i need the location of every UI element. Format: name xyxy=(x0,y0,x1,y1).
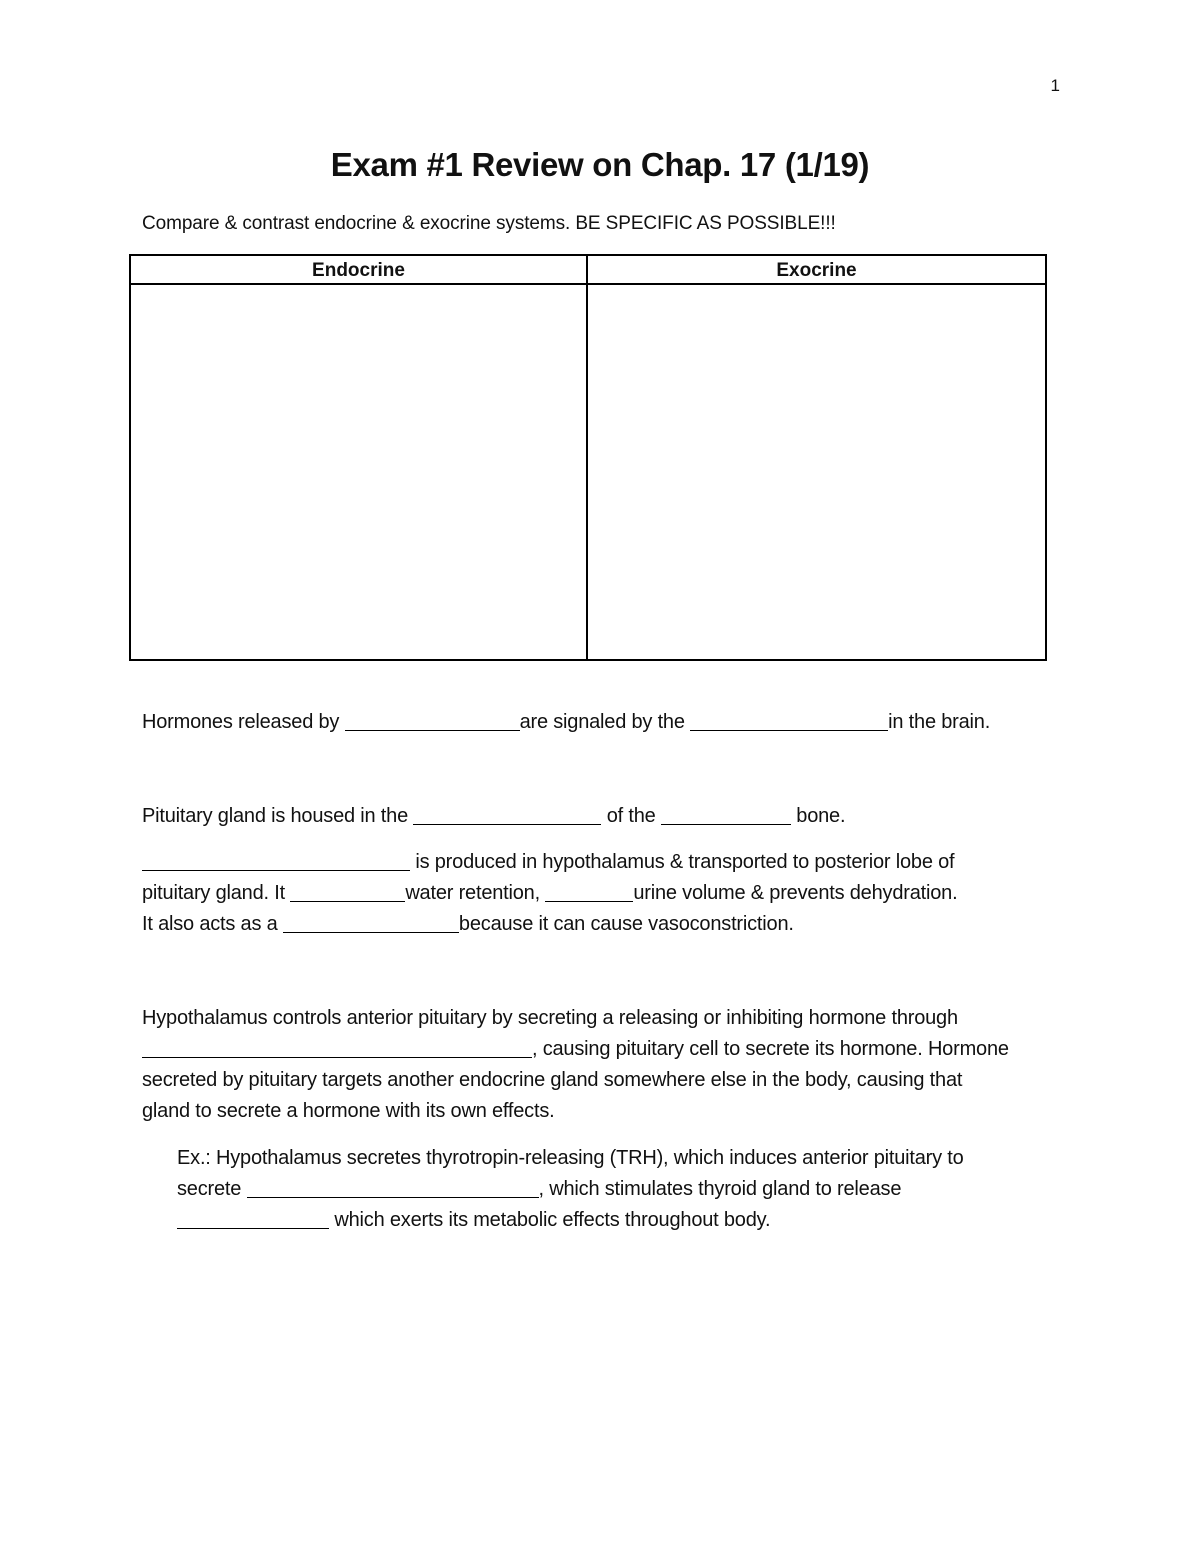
question-text: secreted by pituitary targets another endocrine gland somewhere else in the body, causing that xyxy=(142,1069,963,1091)
question-line xyxy=(177,1143,1077,1174)
question-text: pituitary gland. It xyxy=(142,882,291,904)
question-line xyxy=(142,1065,1072,1096)
question-text: secrete xyxy=(177,1178,247,1200)
question-line xyxy=(142,707,1072,738)
page-title: Exam #1 Review on Chap. 17 (1/19) xyxy=(330,146,870,183)
question-line xyxy=(142,909,1072,940)
question-line xyxy=(142,1096,1072,1127)
endocrine-header: Endocrine xyxy=(131,256,586,285)
question-text: It also acts as a xyxy=(142,913,283,935)
question-line xyxy=(142,1003,1072,1034)
answer-blank[interactable] xyxy=(690,710,888,731)
answer-blank[interactable] xyxy=(345,710,520,731)
answer-blank[interactable] xyxy=(142,1037,532,1058)
question-text: water retention, xyxy=(405,882,546,904)
instructions-text: Compare & contrast endocrine & exocrine systems. BE SPECIFIC AS POSSIBLE!!! xyxy=(142,213,836,234)
answer-blank[interactable] xyxy=(661,804,791,825)
question-pituitary-housing xyxy=(142,801,1072,832)
question-text: , which stimulates thyroid gland to release xyxy=(538,1178,902,1200)
question-line xyxy=(142,801,1072,832)
answer-blank[interactable] xyxy=(545,881,633,902)
page-number: 1 xyxy=(1050,76,1060,95)
question-line xyxy=(177,1174,1077,1205)
question-text: is produced in hypothalamus & transported to posterior lobe of xyxy=(410,851,955,873)
question-posterior-lobe-hormone xyxy=(142,847,1072,940)
question-line xyxy=(142,847,1072,878)
question-text: are signaled by the xyxy=(519,711,691,733)
question-anterior-pituitary-control xyxy=(142,1003,1072,1127)
compare-table xyxy=(129,254,1047,661)
question-text: gland to secrete a hormone with its own effects. xyxy=(142,1100,555,1122)
question-text: , causing pituitary cell to secrete its hormone. Hormone xyxy=(532,1038,1009,1060)
question-text: urine volume & prevents dehydration. xyxy=(633,882,958,904)
answer-blank[interactable] xyxy=(413,804,601,825)
answer-blank[interactable] xyxy=(290,881,405,902)
question-text: Pituitary gland is housed in the xyxy=(142,805,414,827)
question-hormones-signal xyxy=(142,707,1072,738)
question-text: which exerts its metabolic effects throughout body. xyxy=(329,1209,771,1231)
question-text: Hypothalamus controls anterior pituitary by secreting a releasing or inhibiting hormone through xyxy=(142,1007,958,1029)
question-text: bone. xyxy=(790,805,846,827)
answer-blank[interactable] xyxy=(142,850,410,871)
question-text: because it can cause vasoconstriction. xyxy=(458,913,794,935)
question-line xyxy=(142,878,1072,909)
endocrine-answer-cell[interactable] xyxy=(131,285,586,659)
question-line xyxy=(177,1205,1077,1236)
question-text: of the xyxy=(601,805,661,827)
endocrine-column xyxy=(131,256,588,659)
answer-blank[interactable] xyxy=(247,1177,539,1198)
question-line xyxy=(142,1034,1072,1065)
question-text: Hormones released by xyxy=(142,711,345,733)
exocrine-answer-cell[interactable] xyxy=(588,285,1045,659)
question-trh-example xyxy=(177,1143,1077,1236)
exocrine-column xyxy=(588,256,1045,659)
exocrine-header: Exocrine xyxy=(588,256,1045,285)
answer-blank[interactable] xyxy=(283,912,459,933)
question-text: Ex.: Hypothalamus secretes thyrotropin-releasing (TRH), which induces anterior pituitary to xyxy=(177,1147,964,1169)
question-text: in the brain. xyxy=(888,711,991,733)
answer-blank[interactable] xyxy=(177,1208,329,1229)
